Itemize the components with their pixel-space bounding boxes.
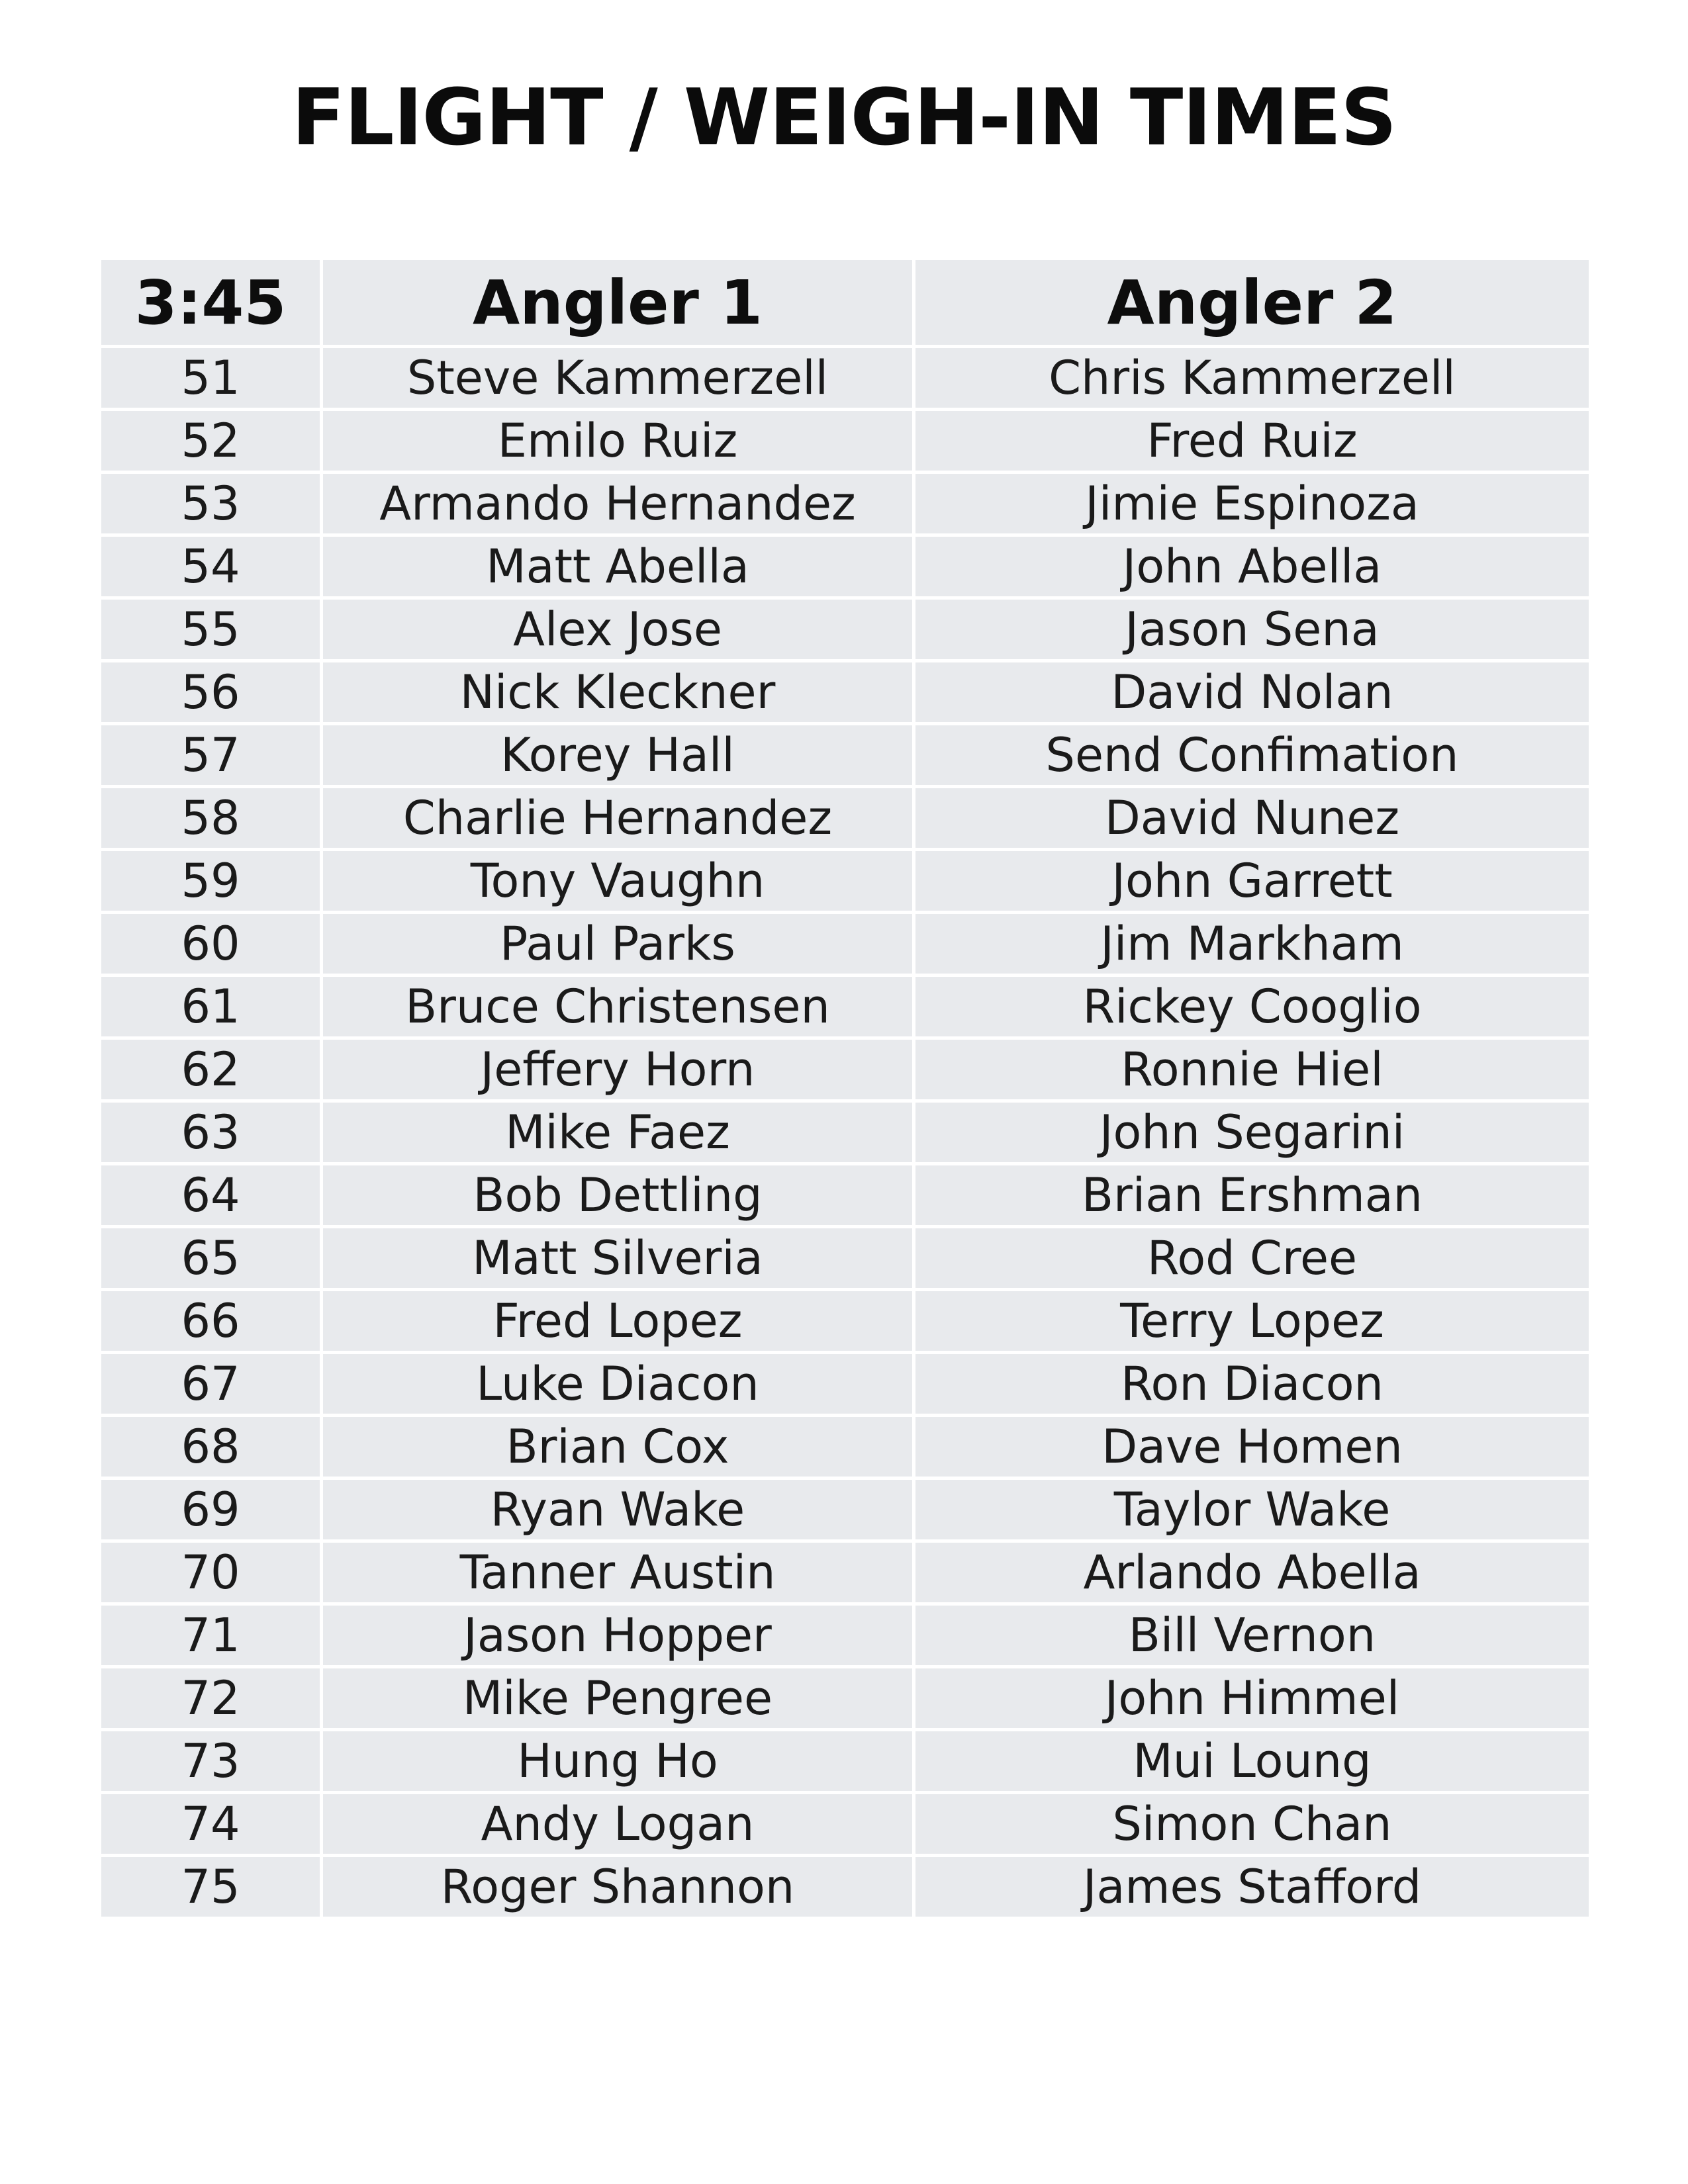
angler-2-cell: James Stafford: [914, 1856, 1591, 1919]
table-row: [100, 1604, 1591, 1667]
flight-number-cell: 73: [100, 1730, 322, 1793]
table-row: [100, 1793, 1591, 1856]
angler-1-cell: Bruce Christensen: [322, 976, 914, 1038]
angler-2-cell: Fred Ruiz: [914, 410, 1591, 473]
flight-number-cell: 55: [100, 598, 322, 661]
angler-1-cell: Armando Hernandez: [322, 473, 914, 535]
table-row: [100, 535, 1591, 598]
flight-number-cell: 71: [100, 1604, 322, 1667]
table-row: [100, 1164, 1591, 1227]
angler-1-cell: Nick Kleckner: [322, 661, 914, 724]
header-angler-2: Angler 2: [914, 259, 1591, 347]
table-row: [100, 1667, 1591, 1730]
flight-number-cell: 65: [100, 1227, 322, 1290]
angler-2-cell: Simon Chan: [914, 1793, 1591, 1856]
flight-table: [98, 257, 1592, 1920]
flight-number-cell: 54: [100, 535, 322, 598]
flight-number-cell: 60: [100, 913, 322, 976]
angler-1-cell: Paul Parks: [322, 913, 914, 976]
angler-2-cell: David Nolan: [914, 661, 1591, 724]
angler-2-cell: Terry Lopez: [914, 1290, 1591, 1353]
flight-number-cell: 68: [100, 1416, 322, 1479]
flight-number-cell: 69: [100, 1479, 322, 1541]
table-row: [100, 913, 1591, 976]
table-row: [100, 850, 1591, 913]
table-row: [100, 1038, 1591, 1101]
angler-1-cell: Luke Diacon: [322, 1353, 914, 1416]
angler-2-cell: Arlando Abella: [914, 1541, 1591, 1604]
angler-1-cell: Bob Dettling: [322, 1164, 914, 1227]
table-header-row: [100, 259, 1591, 347]
angler-2-cell: John Abella: [914, 535, 1591, 598]
flight-number-cell: 53: [100, 473, 322, 535]
angler-1-cell: Matt Abella: [322, 535, 914, 598]
flight-number-cell: 56: [100, 661, 322, 724]
angler-2-cell: John Garrett: [914, 850, 1591, 913]
angler-2-cell: John Himmel: [914, 1667, 1591, 1730]
table-row: [100, 1101, 1591, 1164]
angler-2-cell: Jason Sena: [914, 598, 1591, 661]
angler-2-cell: Brian Ershman: [914, 1164, 1591, 1227]
angler-1-cell: Roger Shannon: [322, 1856, 914, 1919]
angler-2-cell: Taylor Wake: [914, 1479, 1591, 1541]
flight-number-cell: 61: [100, 976, 322, 1038]
flight-number-cell: 67: [100, 1353, 322, 1416]
angler-2-cell: Send Confimation: [914, 724, 1591, 787]
flight-number-cell: 58: [100, 787, 322, 850]
angler-1-cell: Jeffery Horn: [322, 1038, 914, 1101]
table-row: [100, 1479, 1591, 1541]
flight-number-cell: 62: [100, 1038, 322, 1101]
table-row: [100, 787, 1591, 850]
table-row: [100, 1353, 1591, 1416]
angler-1-cell: Tony Vaughn: [322, 850, 914, 913]
angler-1-cell: Mike Faez: [322, 1101, 914, 1164]
angler-2-cell: Rickey Cooglio: [914, 976, 1591, 1038]
angler-1-cell: Alex Jose: [322, 598, 914, 661]
page-title: FLIGHT / WEIGH-IN TIMES: [291, 71, 1397, 163]
angler-2-cell: David Nunez: [914, 787, 1591, 850]
table-row: [100, 1290, 1591, 1353]
angler-1-cell: Charlie Hernandez: [322, 787, 914, 850]
flight-number-cell: 70: [100, 1541, 322, 1604]
flight-number-cell: 75: [100, 1856, 322, 1919]
angler-1-cell: Andy Logan: [322, 1793, 914, 1856]
angler-2-cell: Jim Markham: [914, 913, 1591, 976]
angler-2-cell: Ronnie Hiel: [914, 1038, 1591, 1101]
angler-1-cell: Fred Lopez: [322, 1290, 914, 1353]
table-row: [100, 347, 1591, 410]
angler-1-cell: Jason Hopper: [322, 1604, 914, 1667]
flight-number-cell: 57: [100, 724, 322, 787]
table-row: [100, 1541, 1591, 1604]
angler-1-cell: Matt Silveria: [322, 1227, 914, 1290]
angler-2-cell: Ron Diacon: [914, 1353, 1591, 1416]
angler-1-cell: Brian Cox: [322, 1416, 914, 1479]
table-row: [100, 410, 1591, 473]
angler-2-cell: Rod Cree: [914, 1227, 1591, 1290]
angler-2-cell: Dave Homen: [914, 1416, 1591, 1479]
angler-1-cell: Emilo Ruiz: [322, 410, 914, 473]
angler-2-cell: Chris Kammerzell: [914, 347, 1591, 410]
table-row: [100, 1416, 1591, 1479]
table-body: [100, 347, 1591, 1919]
table-row: [100, 724, 1591, 787]
table-row: [100, 976, 1591, 1038]
angler-1-cell: Mike Pengree: [322, 1667, 914, 1730]
angler-2-cell: Jimie Espinoza: [914, 473, 1591, 535]
flight-number-cell: 74: [100, 1793, 322, 1856]
flight-number-cell: 66: [100, 1290, 322, 1353]
header-angler-1: Angler 1: [322, 259, 914, 347]
flight-number-cell: 64: [100, 1164, 322, 1227]
flight-number-cell: 52: [100, 410, 322, 473]
angler-1-cell: Steve Kammerzell: [322, 347, 914, 410]
table-row: [100, 473, 1591, 535]
angler-1-cell: Tanner Austin: [322, 1541, 914, 1604]
flight-number-cell: 72: [100, 1667, 322, 1730]
angler-2-cell: Bill Vernon: [914, 1604, 1591, 1667]
table-row: [100, 1856, 1591, 1919]
angler-1-cell: Ryan Wake: [322, 1479, 914, 1541]
table-row: [100, 598, 1591, 661]
angler-1-cell: Hung Ho: [322, 1730, 914, 1793]
flight-number-cell: 59: [100, 850, 322, 913]
header-time: 3:45: [100, 259, 322, 347]
table-row: [100, 661, 1591, 724]
angler-2-cell: Mui Loung: [914, 1730, 1591, 1793]
flight-number-cell: 51: [100, 347, 322, 410]
angler-1-cell: Korey Hall: [322, 724, 914, 787]
angler-2-cell: John Segarini: [914, 1101, 1591, 1164]
table-row: [100, 1730, 1591, 1793]
table-row: [100, 1227, 1591, 1290]
flight-number-cell: 63: [100, 1101, 322, 1164]
